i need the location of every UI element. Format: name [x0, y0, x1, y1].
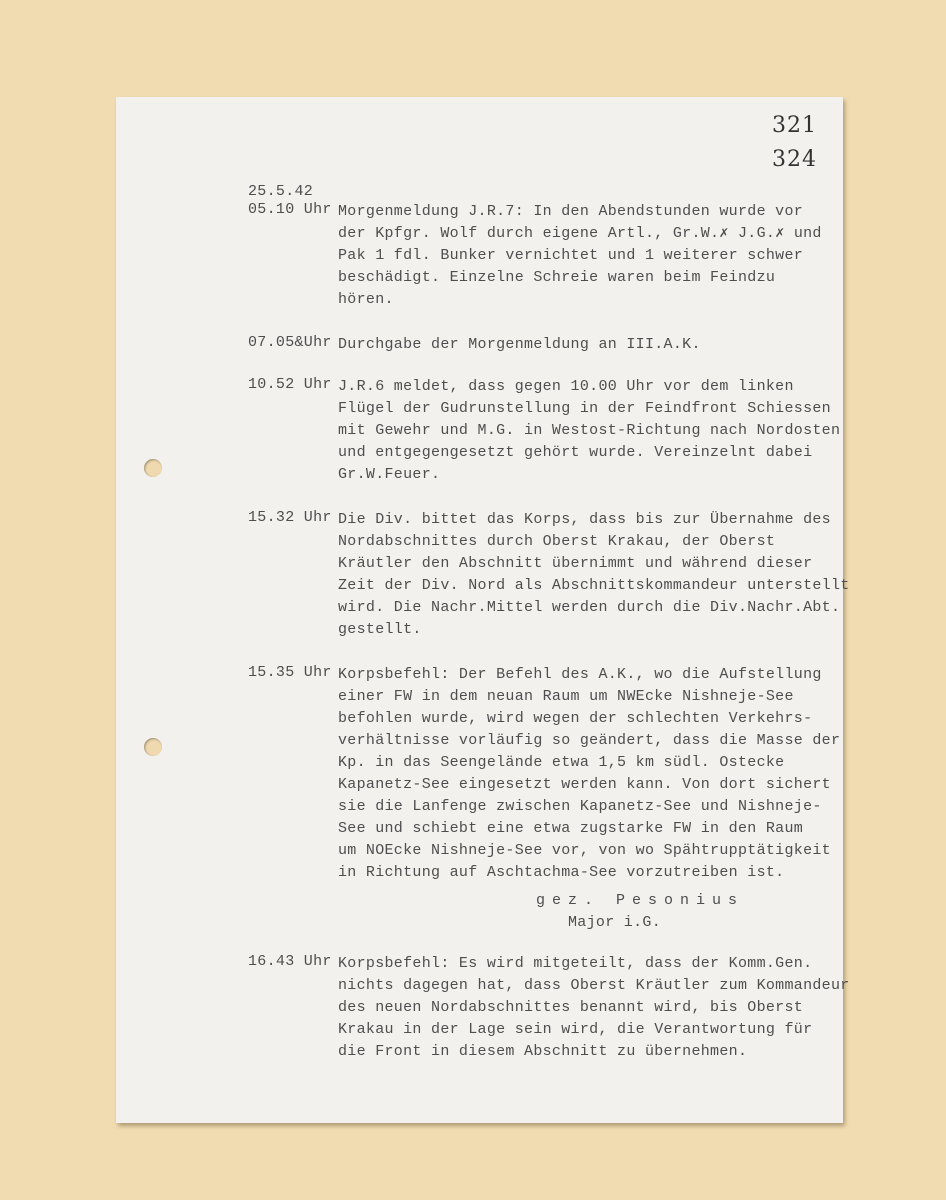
- entry-time: 05.10 Uhr: [248, 201, 332, 218]
- entry-line: Zeit der Div. Nord als Abschnittskommandeur unterstellt: [338, 577, 850, 594]
- entry-line: Pak 1 fdl. Bunker vernichtet und 1 weiterer schwer: [338, 247, 804, 264]
- log-entry: [248, 376, 841, 486]
- log-entry: [248, 664, 841, 884]
- signature-name: gez. Pesonius: [536, 892, 745, 909]
- entry-line: Morgenmeldung J.R.7: In den Abendstunden wurde vor: [338, 203, 804, 220]
- entry-line: die Front in diesem Abschnitt zu übernehmen.: [338, 1043, 748, 1060]
- entry-line: Kp. in das Seengelände etwa 1,5 km südl. Ostecke: [338, 754, 785, 771]
- entry-line: um NOEcke Nishneje-See vor, von wo Spähtrupptätigkeit: [338, 842, 831, 859]
- document-date: 25.5.42: [248, 183, 314, 200]
- log-entry: [248, 334, 828, 356]
- entry-line: J.R.6 meldet, dass gegen 10.00 Uhr vor dem linken: [338, 378, 794, 395]
- entry-line: Kräutler den Abschnitt übernimmt und während dieser: [338, 555, 813, 572]
- punch-hole: [144, 738, 162, 756]
- log-entry: [248, 953, 850, 1063]
- entry-line: der Kpfgr. Wolf durch eigene Artl., Gr.W.✗ J.G.✗ und: [338, 225, 822, 242]
- entry-line: in Richtung auf Aschtachma-See vorzutreiben ist.: [338, 864, 785, 881]
- entry-line: Korpsbefehl: Der Befehl des A.K., wo die Aufstellung: [338, 666, 822, 683]
- entry-time: 07.05&Uhr: [248, 334, 332, 351]
- signature-block: [536, 890, 744, 934]
- entry-line: wird. Die Nachr.Mittel werden durch die Div.Nachr.Abt.: [338, 599, 841, 616]
- entry-line: beschädigt. Einzelne Schreie waren beim Feindzu: [338, 269, 776, 286]
- entry-line: nichts dagegen hat, dass Oberst Kräutler zum Kommandeur: [338, 977, 850, 994]
- log-entry: [248, 509, 850, 641]
- document-page: [116, 97, 850, 1123]
- entry-line: befohlen wurde, wird wegen der schlechten Verkehrs-: [338, 710, 813, 727]
- entry-line: hören.: [338, 291, 394, 308]
- entry-time: 16.43 Uhr: [248, 953, 332, 970]
- entry-line: Nordabschnittes durch Oberst Krakau, der Oberst: [338, 533, 776, 550]
- punch-hole: [144, 459, 162, 477]
- entry-line: mit Gewehr und M.G. in Westost-Richtung nach Nordosten: [338, 422, 841, 439]
- entry-line: Krakau in der Lage sein wird, die Verantwortung für: [338, 1021, 813, 1038]
- entry-line: Kapanetz-See eingesetzt werden kann. Von dort sichert: [338, 776, 831, 793]
- entry-line: Gr.W.Feuer.: [338, 466, 441, 483]
- page-number-handwritten: 324: [772, 147, 817, 172]
- entry-time: 15.32 Uhr: [248, 509, 332, 526]
- entry-line: See und schiebt eine etwa zugstarke FW in den Raum: [338, 820, 804, 837]
- entry-line: verhältnisse vorläufig so geändert, dass die Masse der: [338, 732, 841, 749]
- signature-rank: Major i.G.: [568, 914, 662, 931]
- entry-line: einer FW in dem neuan Raum um NWEcke Nishneje-See: [338, 688, 794, 705]
- entry-line: des neuen Nordabschnittes benannt wird, bis Oberst: [338, 999, 804, 1016]
- entry-line: Korpsbefehl: Es wird mitgeteilt, dass der Komm.Gen.: [338, 955, 813, 972]
- entry-line: sie die Lanfenge zwischen Kapanetz-See und Nishneje-: [338, 798, 822, 815]
- entry-line: Die Div. bittet das Korps, dass bis zur Übernahme des: [338, 511, 831, 528]
- entry-line: gestellt.: [338, 621, 422, 638]
- entry-time: 10.52 Uhr: [248, 376, 332, 393]
- entry-line: und entgegengesetzt gehört wurde. Vereinzelnt dabei: [338, 444, 813, 461]
- entry-line: Flügel der Gudrunstellung in der Feindfront Schiessen: [338, 400, 831, 417]
- page-number-stamp: 321: [772, 113, 817, 138]
- entry-line: Durchgabe der Morgenmeldung an III.A.K.: [338, 336, 701, 353]
- log-entry: [248, 201, 828, 311]
- entry-time: 15.35 Uhr: [248, 664, 332, 681]
